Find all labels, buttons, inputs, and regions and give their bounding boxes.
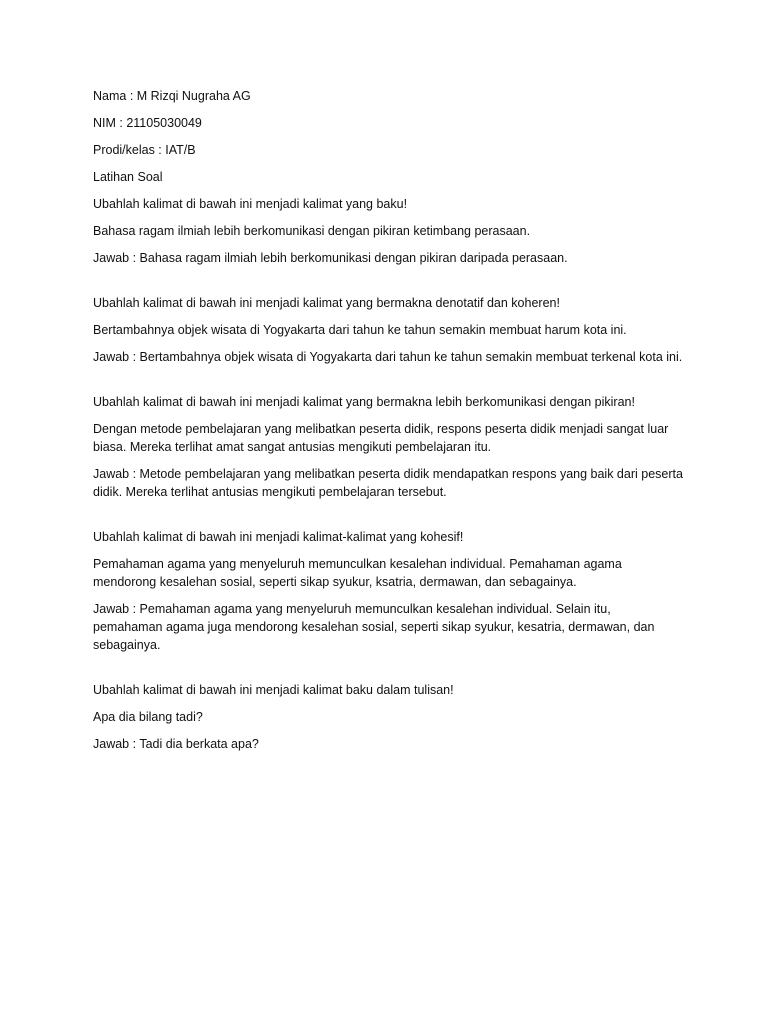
exercise-title: Latihan Soal	[93, 170, 163, 184]
question-instruction: Ubahlah kalimat di bawah ini menjadi kalimat yang bermakna denotatif dan koheren!	[93, 296, 560, 310]
question-sentence: Dengan metode pembelajaran yang melibatkan peserta didik, respons peserta didik menjadi sangat luar biasa. Mereka terlihat amat sangat antusias mengikuti pembelajaran itu.	[93, 422, 669, 454]
question-answer: Jawab : Bertambahnya objek wisata di Yogyakarta dari tahun ke tahun semakin membuat terkenal kota ini.	[93, 350, 683, 364]
question-sentence: Bahasa ragam ilmiah lebih berkomunikasi dengan pikiran ketimbang perasaan.	[93, 224, 531, 238]
question-answer: Jawab : Bahasa ragam ilmiah lebih berkomunikasi dengan pikiran daripada perasaan.	[93, 251, 568, 265]
question-block-3	[93, 393, 683, 501]
question-block-4	[93, 528, 683, 654]
student-nim: NIM : 21105030049	[93, 116, 202, 130]
question-answer: Jawab : Pemahaman agama yang menyeluruh memunculkan kesalehan individual. Selain itu, pemahaman agama juga mendorong kesalehan sosial, seperti sikap syukur, kesatria, dermawan, dan sebagainya.	[93, 602, 655, 652]
question-sentence: Bertambahnya objek wisata di Yogyakarta dari tahun ke tahun semakin membuat harum kota ini.	[93, 323, 627, 337]
question-block-1	[93, 195, 683, 267]
question-sentence: Pemahaman agama yang menyeluruh memunculkan kesalehan individual. Pemahaman agama mendorong kesalehan sosial, seperti sikap syukur, ksatria, dermawan, dan sebagainya.	[93, 557, 622, 589]
spacer	[93, 375, 683, 393]
question-instruction: Ubahlah kalimat di bawah ini menjadi kalimat yang baku!	[93, 197, 408, 211]
question-block-5	[93, 681, 683, 753]
question-answer: Jawab : Metode pembelajaran yang melibatkan peserta didik mendapatkan respons yang baik dari peserta didik. Mereka terlihat antusias mengikuti pembelajaran tersebut.	[93, 467, 683, 499]
question-instruction: Ubahlah kalimat di bawah ini menjadi kalimat yang bermakna lebih berkomunikasi dengan pikiran!	[93, 395, 635, 409]
student-name: Nama : M Rizqi Nugraha AG	[93, 89, 251, 103]
spacer	[93, 276, 683, 294]
question-answer: Jawab : Tadi dia berkata apa?	[93, 737, 259, 751]
question-instruction: Ubahlah kalimat di bawah ini menjadi kalimat baku dalam tulisan!	[93, 683, 454, 697]
student-class: Prodi/kelas : IAT/B	[93, 143, 196, 157]
spacer	[93, 663, 683, 681]
spacer	[93, 510, 683, 528]
document-page	[93, 87, 683, 762]
question-instruction: Ubahlah kalimat di bawah ini menjadi kalimat-kalimat yang kohesif!	[93, 530, 464, 544]
question-block-2	[93, 294, 683, 366]
question-sentence: Apa dia bilang tadi?	[93, 710, 203, 724]
